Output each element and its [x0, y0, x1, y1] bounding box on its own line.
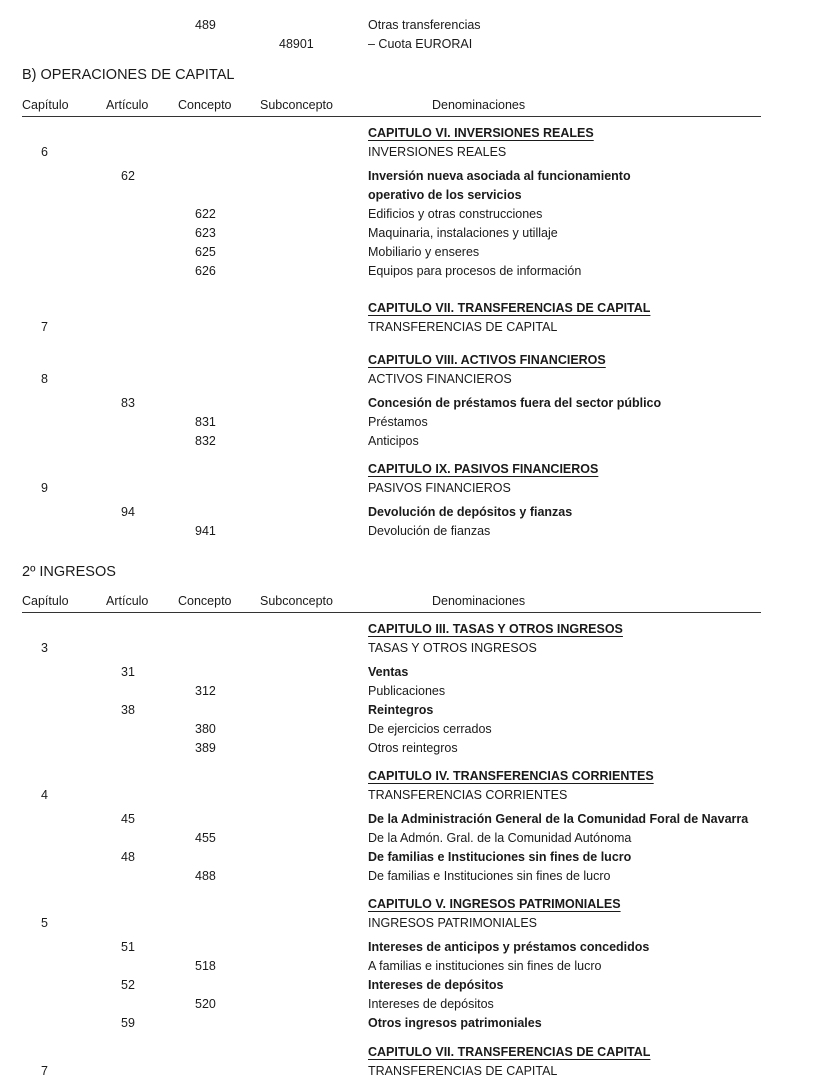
article-number: 48 [121, 850, 135, 864]
concepto-name: De la Admón. Gral. de la Comunidad Autónoma [368, 831, 632, 845]
chapter-number: 7 [41, 320, 48, 334]
article-number: 94 [121, 505, 135, 519]
concepto-code: 626 [195, 264, 216, 278]
header-denominaciones: Denominaciones [432, 98, 526, 112]
section-title: 2º INGRESOS [22, 564, 116, 580]
concepto-code: 832 [195, 434, 216, 448]
chapter-heading: CAPITULO VII. TRANSFERENCIAS DE CAPITAL [368, 301, 651, 315]
concepto-name: De ejercicios cerrados [368, 722, 492, 736]
article-name: Intereses de depósitos [368, 978, 504, 992]
concepto-code: 455 [195, 831, 216, 845]
concepto-code: 941 [195, 524, 216, 538]
article-name: Devolución de depósitos y fianzas [368, 505, 573, 519]
concepto-code: 489 [195, 18, 216, 32]
article-name: Concesión de préstamos fuera del sector público [368, 396, 662, 410]
chapter-name: INVERSIONES REALES [368, 145, 507, 159]
article-name: Reintegros [368, 703, 434, 717]
concepto-name: Intereses de depósitos [368, 997, 494, 1011]
chapter-name: TRANSFERENCIAS CORRIENTES [368, 788, 568, 802]
article-number: 51 [121, 940, 135, 954]
chapter-heading: CAPITULO VIII. ACTIVOS FINANCIEROS [368, 353, 606, 367]
header-rule [22, 116, 761, 117]
chapter-name: INGRESOS PATRIMONIALES [368, 916, 538, 930]
article-name: Inversión nueva asociada al funcionamiento [368, 169, 631, 183]
concepto-code: 389 [195, 741, 216, 755]
chapter-number: 4 [41, 788, 48, 802]
concepto-name: De familias e Instituciones sin fines de lucro [368, 869, 611, 883]
article-name: Intereses de anticipos y préstamos concedidos [368, 940, 650, 954]
article-name: Ventas [368, 665, 409, 679]
article-number: 31 [121, 665, 135, 679]
chapter-number: 3 [41, 641, 48, 655]
chapter-name: ACTIVOS FINANCIEROS [368, 372, 512, 386]
article-name: De familias e Instituciones sin fines de lucro [368, 850, 632, 864]
article-number: 52 [121, 978, 135, 992]
subconcepto-code: 48901 [279, 37, 314, 51]
concepto-code: 625 [195, 245, 216, 259]
article-number: 62 [121, 169, 135, 183]
concepto-code: 831 [195, 415, 216, 429]
article-number: 59 [121, 1016, 135, 1030]
row-denomination: – Cuota EURORAI [368, 37, 473, 51]
chapter-heading: CAPITULO V. INGRESOS PATRIMONIALES [368, 897, 621, 911]
concepto-code: 622 [195, 207, 216, 221]
header-articulo: Artículo [106, 594, 149, 608]
concepto-code: 520 [195, 997, 216, 1011]
chapter-number: 5 [41, 916, 48, 930]
header-rule [22, 612, 761, 613]
header-capitulo: Capítulo [22, 594, 69, 608]
concepto-code: 623 [195, 226, 216, 240]
concepto-code: 380 [195, 722, 216, 736]
concepto-name: Publicaciones [368, 684, 446, 698]
article-name: De la Administración General de la Comunidad Foral de Navarra [368, 812, 749, 826]
concepto-name: Devolución de fianzas [368, 524, 491, 538]
article-number: 45 [121, 812, 135, 826]
concepto-code: 312 [195, 684, 216, 698]
concepto-name: Equipos para procesos de información [368, 264, 582, 278]
concepto-code: 518 [195, 959, 216, 973]
header-capitulo: Capítulo [22, 98, 69, 112]
concepto-name: Maquinaria, instalaciones y utillaje [368, 226, 558, 240]
header-subconcepto: Subconcepto [260, 594, 333, 608]
concepto-name: Edificios y otras construcciones [368, 207, 543, 221]
chapter-name: PASIVOS FINANCIEROS [368, 481, 511, 495]
chapter-heading: CAPITULO VII. TRANSFERENCIAS DE CAPITAL [368, 1045, 651, 1059]
chapter-heading: CAPITULO VI. INVERSIONES REALES [368, 126, 594, 140]
concepto-name: Anticipos [368, 434, 419, 448]
chapter-name: TASAS Y OTROS INGRESOS [368, 641, 537, 655]
article-name: Otros ingresos patrimoniales [368, 1016, 542, 1030]
header-subconcepto: Subconcepto [260, 98, 333, 112]
concepto-name: Otros reintegros [368, 741, 458, 755]
concepto-name: A familias e instituciones sin fines de lucro [368, 959, 602, 973]
row-denomination: Otras transferencias [368, 18, 481, 32]
header-concepto: Concepto [178, 98, 232, 112]
chapter-number: 8 [41, 372, 48, 386]
chapter-name: TRANSFERENCIAS DE CAPITAL [368, 1064, 558, 1078]
article-name: operativo de los servicios [368, 188, 522, 202]
chapter-number: 7 [41, 1064, 48, 1078]
header-articulo: Artículo [106, 98, 149, 112]
header-denominaciones: Denominaciones [432, 594, 526, 608]
concepto-name: Préstamos [368, 415, 428, 429]
header-concepto: Concepto [178, 594, 232, 608]
chapter-heading: CAPITULO IV. TRANSFERENCIAS CORRIENTES [368, 769, 654, 783]
concepto-name: Mobiliario y enseres [368, 245, 480, 259]
chapter-number: 6 [41, 145, 48, 159]
article-number: 38 [121, 703, 135, 717]
chapter-heading: CAPITULO III. TASAS Y OTROS INGRESOS [368, 622, 623, 636]
chapter-heading: CAPITULO IX. PASIVOS FINANCIEROS [368, 462, 599, 476]
article-number: 83 [121, 396, 135, 410]
concepto-code: 488 [195, 869, 216, 883]
chapter-number: 9 [41, 481, 48, 495]
chapter-name: TRANSFERENCIAS DE CAPITAL [368, 320, 558, 334]
section-title: B) OPERACIONES DE CAPITAL [22, 67, 235, 83]
